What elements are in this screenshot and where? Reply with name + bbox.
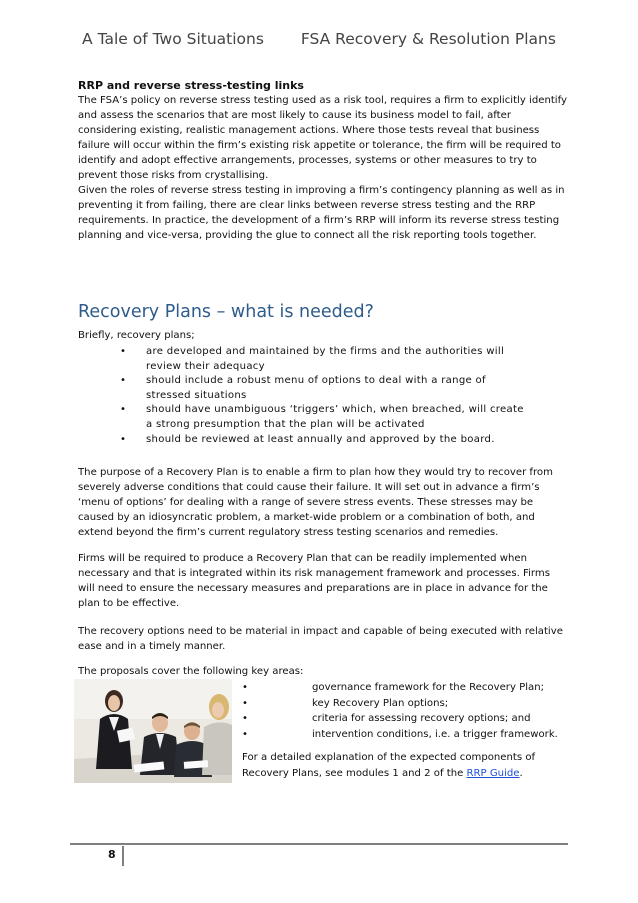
list-item [118,345,558,374]
bullet-icon: • [242,713,248,725]
key-area-text: intervention conditions, i.e. a trigger framework. [312,728,558,740]
key-areas-list [240,680,570,742]
key-area-text: criteria for assessing recovery options; and [312,713,531,725]
bullet-text: are developed and maintained by the firms and the authorities will review their adequacy [146,346,505,372]
bullet-text: should be reviewed at least annually and approved by the board. [146,433,495,445]
rrp-paragraph-1: The FSA’s policy on reverse stress testing used as a risk tool, requires a firm to explicitly identify and assess the scenarios that are most likely to cause its business model to fail, after considering existing, realistic management actions. Where those tests reveal that business failure will occur within the firm’s existing risk appetite or tolerance, the firm will be required to identify and adopt effective arrangements, processes, systems or other measures to try to prevent those risks from crystallising. [78,95,567,181]
page-number: 8 [108,848,116,861]
detail-end: . [519,767,523,779]
bullet-icon: • [242,682,248,693]
key-area-text: governance framework for the Recovery Plan; [312,682,544,693]
rrp-guide-link[interactable]: RRP Guide [466,767,520,779]
bullet-text: should include a robust menu of options to deal with a range of stressed situations [146,375,486,401]
bullet-icon: • [242,697,248,709]
list-item [118,433,558,448]
bullet-icon: • [120,346,126,357]
proposals-intro: The proposals cover the following key areas: [78,666,304,677]
recovery-paragraph-1: The purpose of a Recovery Plan is to enable a firm to plan how they would try to recover from severely adverse conditions that could cause their failure. It will set out in advance a firm’s ‘menu of options’ for dealing with a range of severe stress events. These stresses may be caused by an idiosyncratic problem, a market-wide problem or a combination of both, and extend beyond the firm’s current regulatory stress testing scenarios and remedies. [78,467,553,538]
bullet-icon: • [120,375,126,387]
meeting-illustration-icon [74,679,232,783]
header-section-title: FSA Recovery & Resolution Plans [300,30,556,48]
list-item [118,374,558,403]
rrp-section-heading: RRP and reverse stress-testing links [78,79,304,92]
detail-explanation [242,750,572,781]
bullet-icon: • [120,404,126,416]
rrp-section [78,78,568,243]
recovery-paragraph-2: Firms will be required to produce a Recovery Plan that can be readily implemented when necessary and that is integrated within its risk management framework and processes. Firms will need to ensure the necessary measures and preparations are in place in advance for the plan to be effective. [78,553,550,609]
header-document-title: A Tale of Two Situations [82,30,264,48]
list-item [118,403,558,432]
bullet-icon: • [120,433,126,445]
bullet-icon: • [242,728,248,740]
list-item [240,696,570,712]
recovery-bullet-list [118,345,558,447]
page-header [0,30,638,48]
recovery-paragraph-3: The recovery options need to be material in impact and capable of being executed with relative ease and in a timely manner. [78,626,563,652]
footer-divider [70,843,568,845]
key-area-text: key Recovery Plan options; [312,697,449,709]
recovery-plans-heading: Recovery Plans – what is needed? [78,302,374,322]
business-meeting-photo [74,679,232,783]
list-item [240,680,570,696]
rrp-paragraph-2: Given the roles of reverse stress testing in improving a firm’s contingency planning as well as in preventing it from failing, there are clear links between reverse stress testing and the RRP requirements. In practice, the development of a firm’s RRP will inform its reverse stress testing planning and vice-versa, providing the glue to connect all the risk reporting tools together. [78,185,565,241]
list-item [240,727,570,743]
detail-text: For a detailed explanation of the expected components of Recovery Plans, see modules 1 and 2 of the [242,752,536,779]
list-item [240,711,570,727]
bullet-text: should have unambiguous ‘triggers’ which, when breached, will create a strong presumption that the plan will be activated [146,404,524,430]
page-number-divider [122,846,124,866]
recovery-intro: Briefly, recovery plans; [78,330,195,341]
